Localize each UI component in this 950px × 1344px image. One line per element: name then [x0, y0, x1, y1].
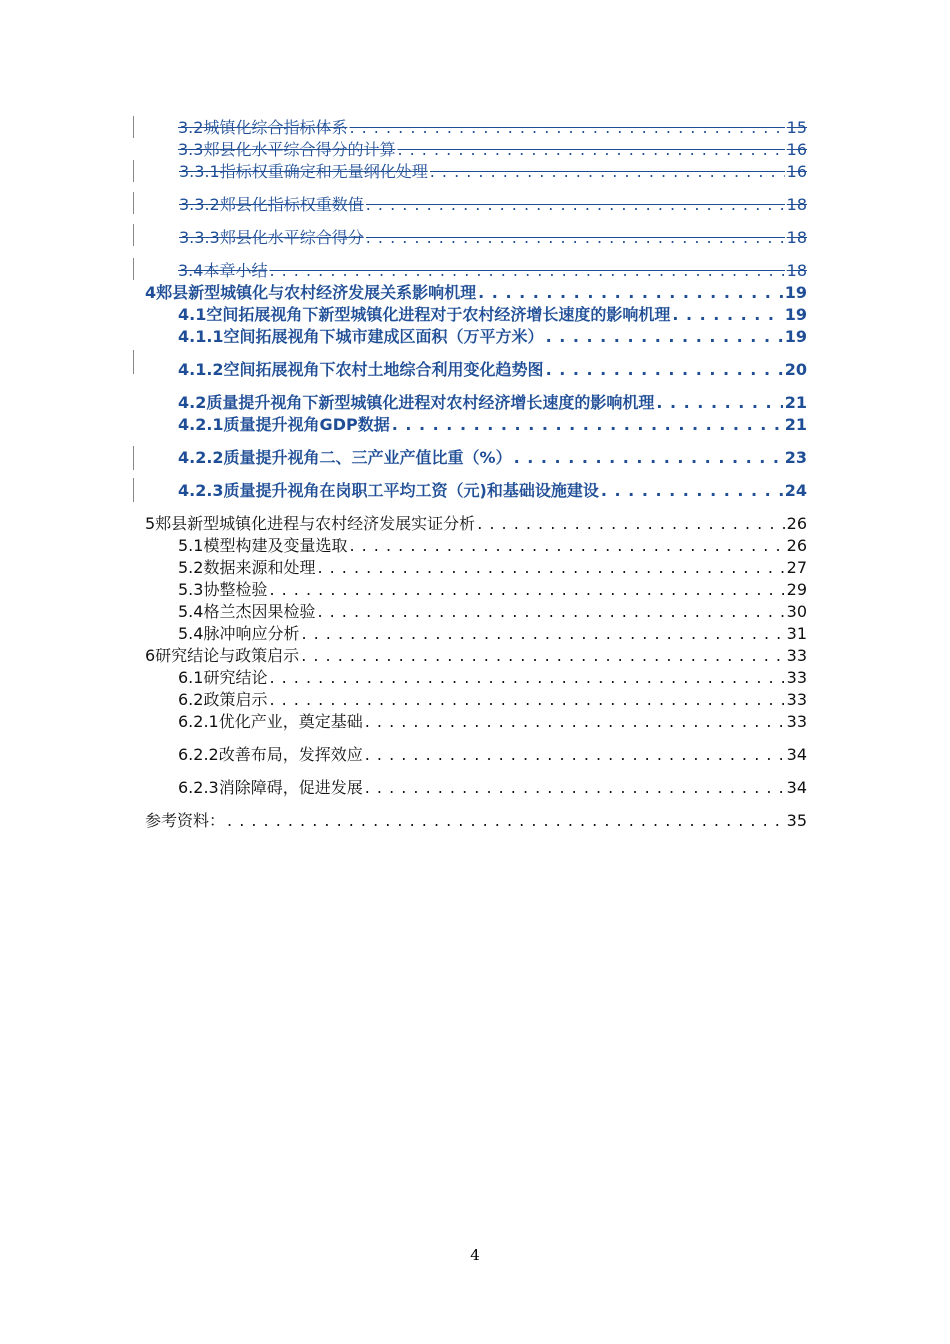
toc-entry-title: 6.2政策启示 — [178, 690, 268, 709]
toc-leader — [478, 283, 783, 303]
toc-leader — [514, 448, 783, 468]
toc-entry-title: 5.3协整检验 — [178, 580, 268, 599]
toc-entry-page: 34 — [786, 778, 807, 797]
toc-entry-page: 19 — [784, 305, 807, 324]
toc-leader — [601, 481, 783, 501]
toc-entry[interactable] — [178, 668, 807, 688]
toc-entry-title: 3.2城镇化综合指标体系 — [178, 118, 348, 137]
toc-entry-page: 26 — [786, 514, 807, 533]
toc-entry[interactable] — [178, 393, 807, 413]
toc-entry[interactable] — [178, 690, 807, 710]
toc-entry-page: 33 — [786, 668, 807, 687]
revision-bar — [133, 160, 134, 182]
toc-entry-page: 19 — [784, 283, 807, 302]
toc-entry-title: 4.2.1质量提升视角GDP数据 — [178, 415, 390, 434]
toc-entry-page: 18 — [786, 195, 807, 214]
toc-leader — [349, 118, 784, 138]
toc-leader — [672, 305, 782, 325]
toc-leader — [227, 811, 785, 831]
toc-entry[interactable] — [178, 778, 807, 798]
toc-entry-title: 6.2.1优化产业，奠定基础 — [178, 712, 363, 731]
toc-entry[interactable] — [178, 602, 807, 622]
toc-entry-page: 19 — [784, 327, 807, 346]
toc-leader — [269, 668, 784, 688]
toc-entry[interactable] — [179, 162, 807, 182]
toc-entry-title: 4.1.2空间拓展视角下农村土地综合利用变化趋势图 — [178, 360, 544, 379]
toc-entry-page: 18 — [786, 228, 807, 247]
revision-bar — [133, 116, 134, 138]
toc-entry-title: 6.2.3消除障碍，促进发展 — [178, 778, 363, 797]
toc-entry[interactable] — [145, 811, 807, 831]
toc-entry[interactable] — [178, 261, 807, 281]
toc-leader — [317, 602, 784, 622]
toc-entry-title: 6.1研究结论 — [178, 668, 268, 687]
toc-entry-title: 3.4本章小结 — [178, 261, 268, 280]
toc-entry-title: 4.2.2质量提升视角二、三产业产值比重（%） — [178, 448, 512, 467]
toc-entry[interactable] — [178, 712, 807, 732]
page-number: 4 — [470, 1246, 480, 1264]
toc-entry-page: 15 — [786, 118, 807, 137]
toc-entry-title: 5.2数据来源和处理 — [178, 558, 316, 577]
toc-leader — [430, 162, 785, 182]
toc-entry-title: 5.1模型构建及变量选取 — [178, 536, 348, 555]
toc-entry-title: 3.3.3郏县化水平综合得分 — [179, 228, 364, 247]
toc-leader — [397, 140, 784, 160]
toc-entry[interactable] — [178, 448, 807, 468]
toc-entry-title: 5.4脉冲响应分析 — [178, 624, 300, 643]
toc-leader — [269, 580, 784, 600]
toc-entry-page: 33 — [786, 690, 807, 709]
toc-entry[interactable] — [178, 745, 807, 765]
toc-entry-title: 4.1.1空间拓展视角下城市建成区面积（万平方米） — [178, 327, 544, 346]
toc-entry-title: 4.2.3质量提升视角在岗职工平均工资（元)和基础设施建设 — [178, 481, 599, 500]
toc-leader — [365, 712, 785, 732]
toc-entry-title: 参考资料： — [145, 811, 226, 830]
toc-entry-page: 29 — [786, 580, 807, 599]
toc-entry[interactable] — [179, 195, 807, 215]
revision-bar — [133, 350, 134, 374]
toc-entry-title: 5郏县新型城镇化进程与农村经济发展实证分析 — [145, 514, 476, 533]
toc-leader — [349, 536, 784, 556]
toc-leader — [366, 228, 785, 248]
toc-entry[interactable] — [178, 327, 807, 347]
toc-entry-title: 4郏县新型城镇化与农村经济发展关系影响机理 — [145, 283, 477, 302]
toc-leader — [366, 195, 785, 215]
toc-entry[interactable] — [178, 360, 807, 380]
toc-entry-title: 3.3.1指标权重确定和无量纲化处理 — [179, 162, 428, 181]
toc-entry[interactable] — [178, 580, 807, 600]
toc-leader — [301, 646, 784, 666]
toc-entry-page: 21 — [784, 393, 807, 412]
toc-entry-page: 24 — [784, 481, 807, 500]
toc-entry[interactable] — [178, 481, 807, 501]
toc-leader — [269, 690, 784, 710]
toc-leader — [392, 415, 783, 435]
toc-leader — [546, 327, 783, 347]
toc-entry-page: 31 — [786, 624, 807, 643]
toc-leader — [269, 261, 784, 281]
toc-entry-page: 18 — [786, 261, 807, 280]
toc-entry-page: 23 — [784, 448, 807, 467]
toc-entry-page: 21 — [784, 415, 807, 434]
toc-entry[interactable] — [178, 140, 807, 160]
toc-entry-title: 6.2.2改善布局，发挥效应 — [178, 745, 363, 764]
toc-leader — [365, 778, 785, 798]
toc-entry-title: 4.2质量提升视角下新型城镇化进程对农村经济增长速度的影响机理 — [178, 393, 655, 412]
revision-bar — [133, 192, 134, 214]
toc-entry[interactable] — [145, 646, 807, 666]
revision-bar — [133, 258, 134, 280]
toc-entry[interactable] — [145, 514, 807, 534]
toc-entry-page: 33 — [786, 646, 807, 665]
toc-entry-page: 20 — [784, 360, 807, 379]
toc-entry-page: 16 — [786, 162, 807, 181]
toc-entry-page: 34 — [786, 745, 807, 764]
toc-entry-title: 3.3郏县化水平综合得分的计算 — [178, 140, 396, 159]
toc-entry-page: 30 — [786, 602, 807, 621]
toc-entry-page: 16 — [786, 140, 807, 159]
toc-entry[interactable] — [178, 415, 807, 435]
toc-leader — [546, 360, 783, 380]
toc-entry[interactable] — [145, 283, 807, 303]
toc-entry[interactable] — [178, 624, 807, 644]
toc-entry[interactable] — [179, 228, 807, 248]
toc-entry[interactable] — [178, 305, 807, 325]
toc-entry-title: 6研究结论与政策启示 — [145, 646, 300, 665]
toc-leader — [365, 745, 785, 765]
revision-bar — [133, 478, 134, 502]
toc-entry[interactable] — [178, 118, 807, 138]
toc-entry-title: 3.3.2郏县化指标权重数值 — [179, 195, 364, 214]
toc-entry-page: 26 — [786, 536, 807, 555]
revision-bar — [133, 224, 134, 246]
toc-entry[interactable] — [178, 536, 807, 556]
revision-bar — [133, 446, 134, 470]
toc-leader — [477, 514, 784, 534]
toc-entry[interactable] — [178, 558, 807, 578]
toc-leader — [301, 624, 784, 644]
toc-entry-title: 5.4格兰杰因果检验 — [178, 602, 316, 621]
toc-entry-title: 4.1空间拓展视角下新型城镇化进程对于农村经济增长速度的影响机理 — [178, 305, 671, 324]
toc-entry-page: 33 — [786, 712, 807, 731]
toc-entry-page: 35 — [786, 811, 807, 830]
toc-leader — [317, 558, 784, 578]
toc-leader — [656, 393, 782, 413]
toc-entry-page: 27 — [786, 558, 807, 577]
